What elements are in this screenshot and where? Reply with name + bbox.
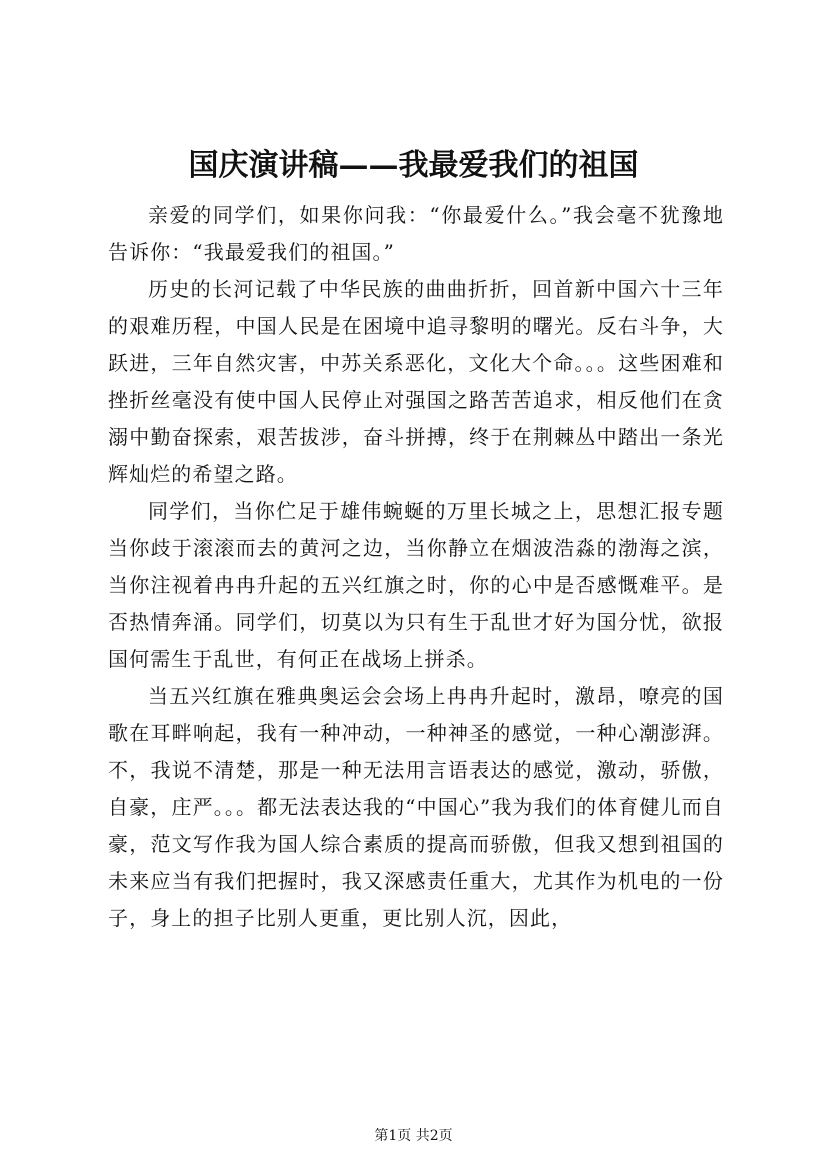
- page-number-footer: 第1页 共2页: [374, 1128, 453, 1144]
- paragraph-3: 同学们，当你伫足于雄伟蜿蜒的万里长城之上，思想汇报专题当你歧于滚滚而去的黄河之边，当你静立在烟波浩淼的渤海之滨，当你注视着冉冉升起的五兴红旗之时，你的心中是否感慨难平。是否热情奔涌。同学们，切莫以为只有生于乱世才好为国分忧，欲报国何需生于乱世，有何正在战场上拼杀。: [108, 499, 724, 671]
- document-title: 国庆演讲稿——我最爱我们的祖国: [188, 148, 639, 183]
- paragraph-2: 历史的长河记载了中华民族的曲曲折折，回首新中国六十三年的艰难历程，中国人民是在困境中追寻黎明的曙光。反右斗争，大跃进，三年自然灾害，中苏关系恶化，文化大个命。。。这些困难和挫折丝毫没有使中国人民停止对强国之路苦苦追求，相反他们在贪溺中勤奋探索，艰苦拔涉，奋斗拼搏，终于在荆棘丛中踏出一条光辉灿烂的希望之路。: [108, 277, 724, 486]
- paragraph-1: 亲爱的同学们，如果你问我：“你最爱什么。”我会毫不犹豫地告诉你：“我最爱我们的祖国。”: [108, 203, 724, 264]
- document-body: [108, 197, 724, 937]
- paragraph-4: 当五兴红旗在雅典奥运会会场上冉冉升起时，激昂，嘹亮的国歌在耳畔响起，我有一种冲动，一种神圣的感觉，一种心潮澎湃。不，我说不清楚，那是一种无法用言语表达的感觉，激动，骄傲，自豪，庄严。。。都无法表达我的“中国心”我为我们的体育健儿而自豪，范文写作我为国人综合素质的提高而骄傲，但我又想到祖国的未来应当有我们把握时，我又深感责任重大，尤其作为机电的一份子，身上的担子比别人更重，更比别人沉，因此，: [108, 684, 724, 930]
